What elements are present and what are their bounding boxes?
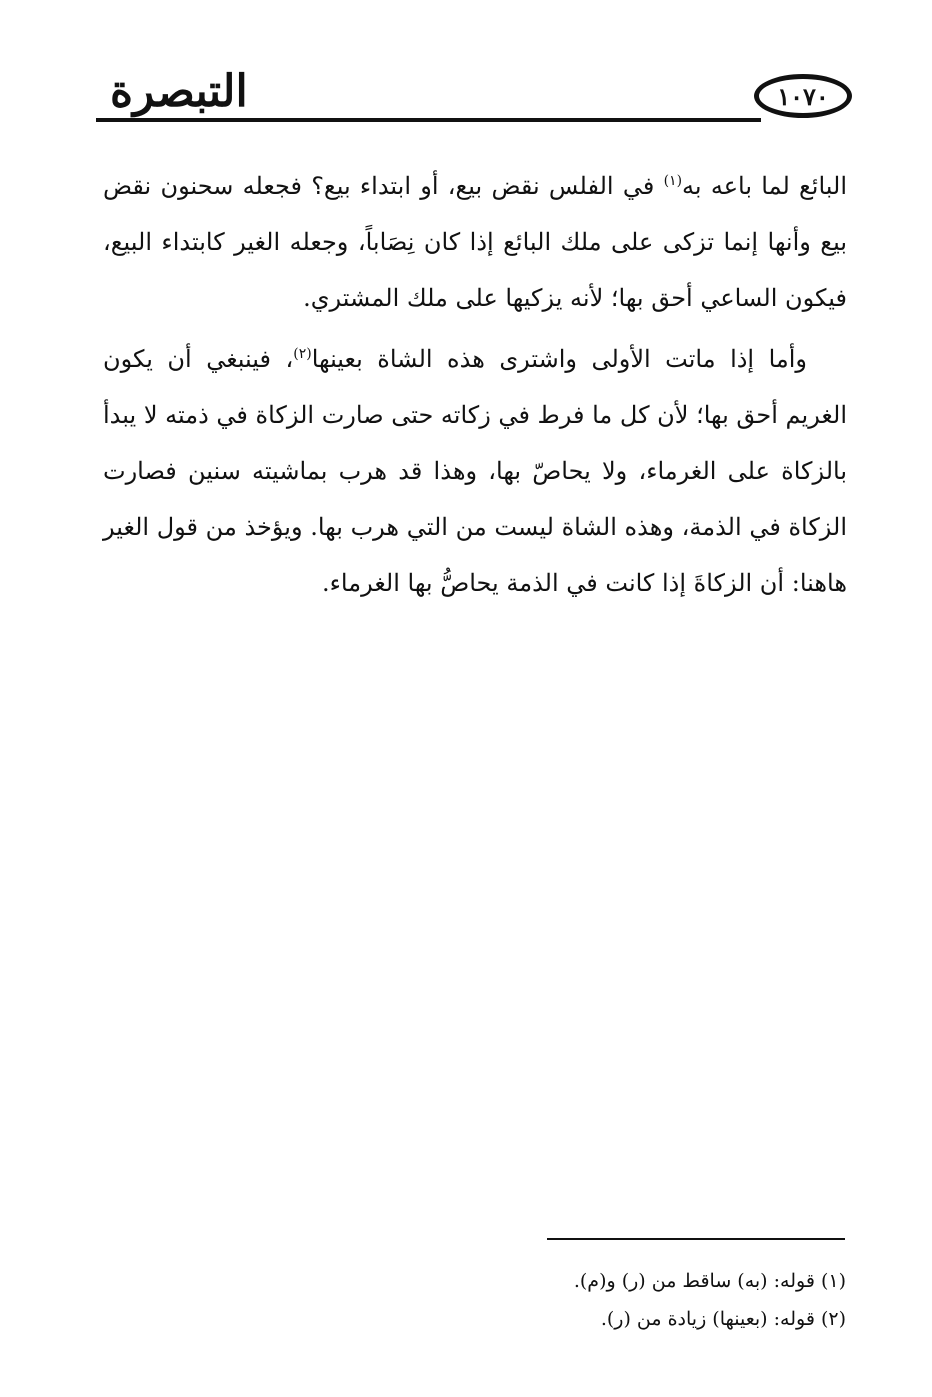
paragraph-1 [103, 158, 847, 326]
main-text [103, 158, 847, 616]
page-number-oval [754, 74, 852, 118]
paragraph-1-part-b: في الفلس نقض بيع، أو ابتداء بيع؟ فجعله سحنون نقض بيع وأنها إنما تزكى على ملك البائع إذا كان نِصَاباً، وجعله الغير كابتداء البيع، فيكون الساعي أحق بها؛ لأنه يزكيها على ملك المشتري. [103, 172, 847, 312]
book-title: التبصرة [110, 66, 248, 117]
page-header [96, 62, 856, 132]
footnote-1: (١) قوله: (به) ساقط من (ر) و(م). [573, 1270, 846, 1292]
footnote-ref-2: (٢) [293, 346, 312, 362]
page-number: ١٠٧٠ [777, 81, 829, 111]
header-rule [96, 118, 761, 122]
paragraph-2-part-b: ، فينبغي أن يكون الغريم أحق بها؛ لأن كل ما فرط في زكاته حتى صارت الزكاة في ذمته لا يبدأ بالزكاة على الغرماء، ولا يحاصّ بها، وهذا قد هرب بماشيته سنين فصارت الزكاة في الذمة، وهذه الشاة ليست من التي هرب بها. ويؤخذ من قول الغير هاهنا: أن الزكاةَ إذا كانت في الذمة يحاصُّ بها الغرماء. [103, 345, 847, 597]
footnotes [400, 1262, 846, 1338]
paragraph-2 [103, 331, 847, 611]
footnote-divider [547, 1238, 845, 1240]
footnote-ref-1: (١) [663, 173, 683, 189]
paragraph-2-part-a: وأما إذا ماتت الأولى واشترى هذه الشاة بعينها [311, 345, 808, 373]
paragraph-1-part-a: البائع لما باعه به [682, 172, 847, 200]
footnote-2: (٢) قوله: (بعينها) زيادة من (ر). [600, 1308, 846, 1330]
